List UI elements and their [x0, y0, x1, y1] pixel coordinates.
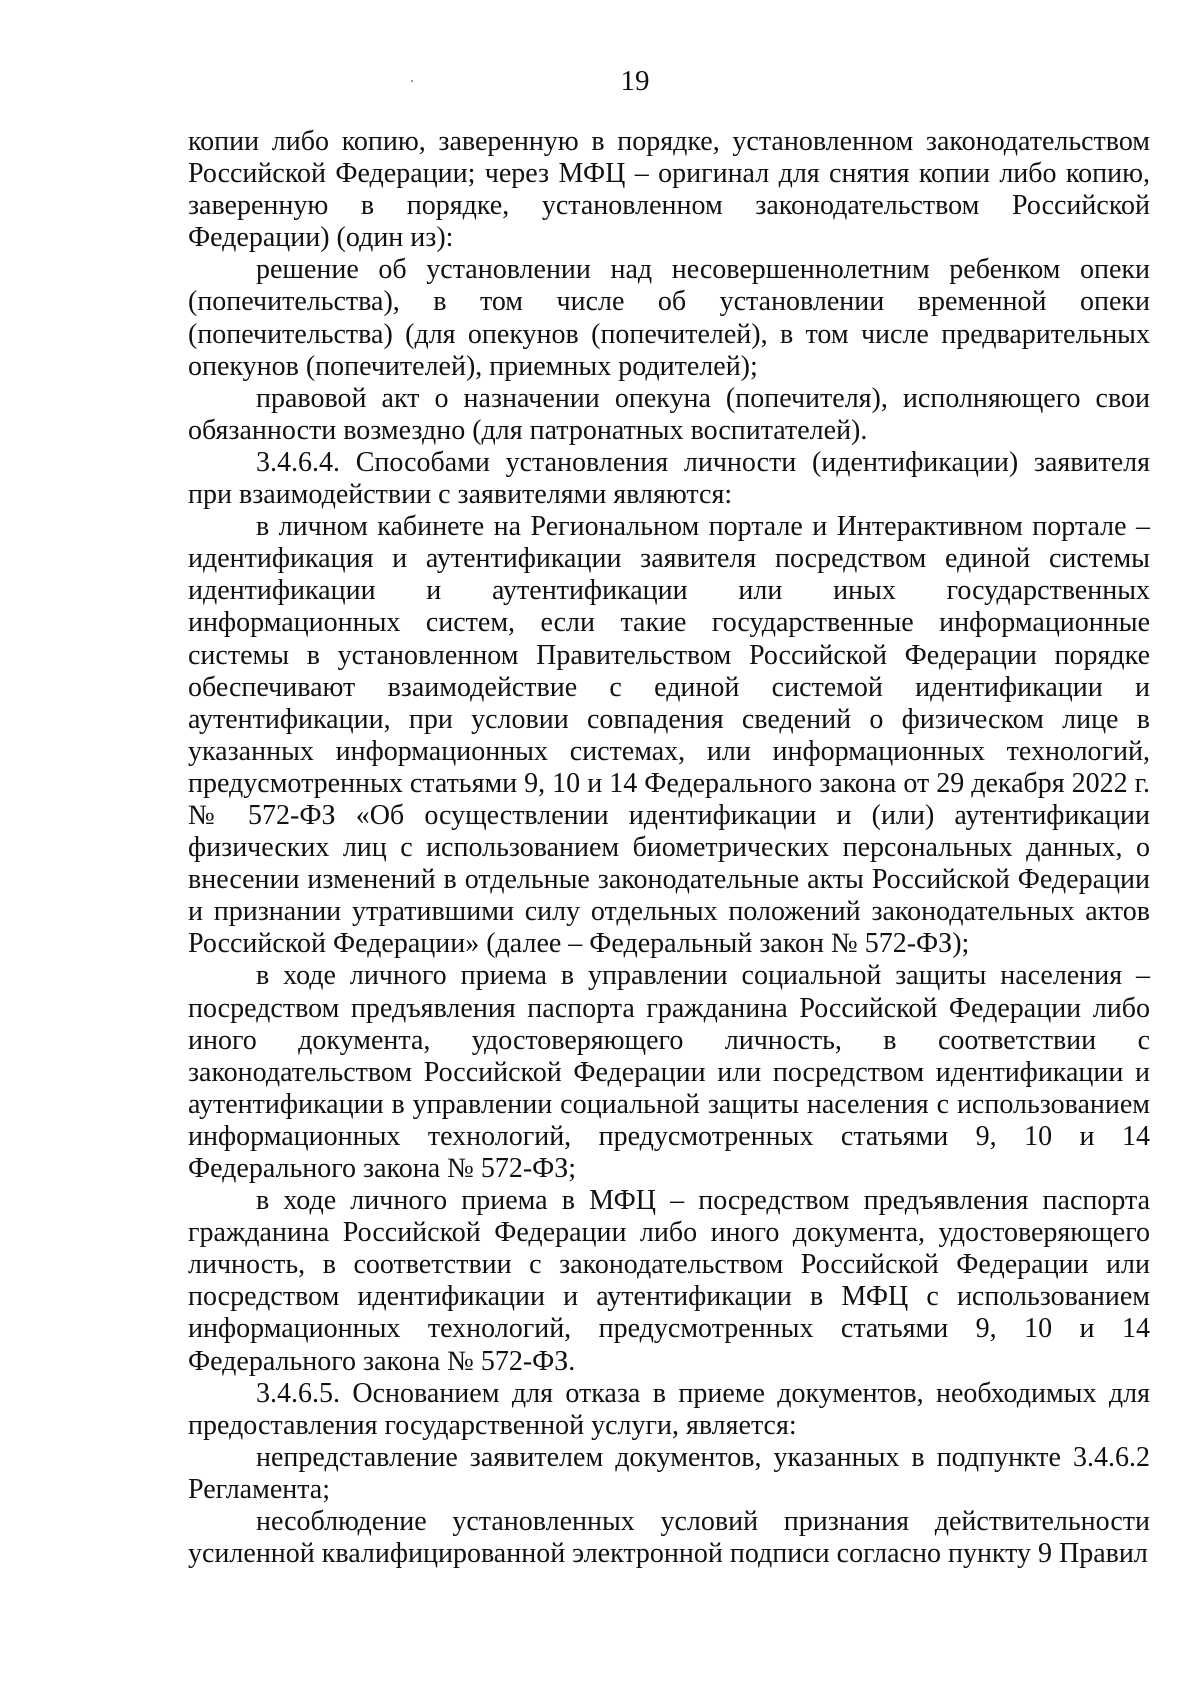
paragraph-3-4-6-5: 3.4.6.5. Основанием для отказа в приеме документов, необходимых для предоставления государственной услуги, является:	[188, 1377, 1150, 1441]
paragraph-legal-act: правовой акт о назначении опекуна (попечителя), исполняющего свои обязанности возмездно (для патронатных воспитателей).	[188, 382, 1150, 446]
paragraph-guardianship-decision: решение об установлении над несовершеннолетним ребенком опеки (попечительства), в том числе об установлении временной опеки (попечительства) (для опекунов (попечителей), в том числе предварительных опекунов (попечителей), приемных родителей);	[188, 254, 1150, 382]
paragraph-personal-account: в личном кабинете на Региональном портале и Интерактивном портале – идентификация и аутентификации заявителя посредством единой системы идентификации и аутентификации или иных государственных информационных систем, если такие государственные информационные системы в установленном Правительством Российской Федерации порядке обеспечивают взаимодействие с единой системой идентификации и аутентификации, при условии совпадения сведений о физическом лице в указанных информационных системах, или информационных технологий, предусмотренных статьями 9, 10 и 14 Федерального закона от 29 декабря 2022 г. № 572-ФЗ «Об осуществлении идентификации и (или) аутентификации физических лиц с использованием биометрических персональных данных, о внесении изменений в отдельные законодательные акты Российской Федерации и признании утратившими силу отдельных положений законодательных актов Российской Федерации» (далее – Федеральный закон № 572-ФЗ);	[188, 511, 1150, 960]
page-number: 19	[620, 65, 650, 97]
paragraph-3-4-6-4: 3.4.6.4. Способами установления личности (идентификации) заявителя при взаимодействии с заявителями являются:	[188, 446, 1150, 511]
paragraph-social-protection-reception: в ходе личного приема в управлении социальной защиты населения – посредством предъявления паспорта гражданина Российской Федерации либо иного документа, удостоверяющего личность, в соответствии с законодательством Российской Федерации или посредством идентификации и аутентификации в управлении социальной защиты населения с использованием информационных технологий, предусмотренных статьями 9, 10 и 14 Федерального закона № 572-ФЗ;	[188, 960, 1150, 1184]
document-body	[188, 126, 1150, 1570]
paragraph-mfc-reception: в ходе личного приема в МФЦ – посредством предъявления паспорта гражданина Российской Федерации либо иного документа, удостоверяющего личность, в соответствии с законодательством Российской Федерации или посредством идентификации и аутентификации в МФЦ с использованием информационных технологий, предусмотренных статьями 9, 10 и 14 Федерального закона № 572-ФЗ.	[188, 1185, 1150, 1377]
paragraph-non-submission: непредставление заявителем документов, указанных в подпункте 3.4.6.2 Регламента;	[188, 1441, 1150, 1505]
paragraph-continuation: копии либо копию, заверенную в порядке, установленном законодательством Российской Федерации; через МФЦ – оригинал для снятия копии либо копию, заверенную в порядке, установленном законодательством Российской Федерации) (один из):	[188, 126, 1150, 254]
paragraph-signature-noncompliance: несоблюдение установленных условий признания действительности усиленной квалифицированной электронной подписи согласно пункту 9 Правил	[188, 1506, 1150, 1570]
